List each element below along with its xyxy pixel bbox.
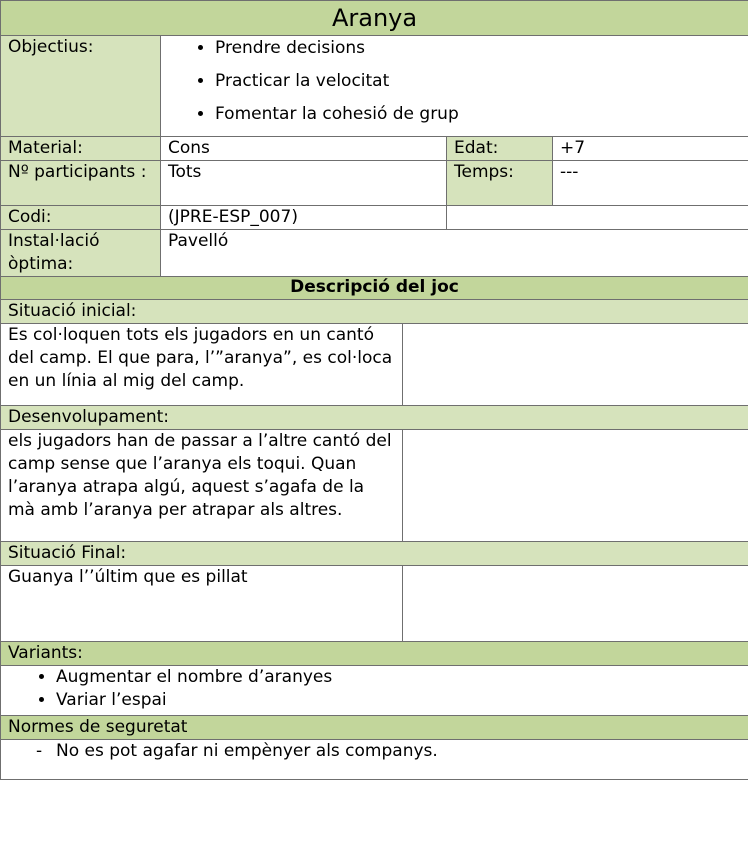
material-label: Material:	[1, 137, 161, 161]
desenvolupament-body	[1, 430, 748, 542]
section-title: Descripció del joc	[1, 277, 748, 300]
situacio-inicial-text: Es col·loquen tots els jugadors en un cantó del camp. El que para, l’”aranya”, es col·loca en un línia al mig del camp.	[1, 324, 403, 406]
temps-label: Temps:	[447, 161, 553, 206]
material-value: Cons	[161, 137, 447, 161]
normes-body	[1, 740, 748, 780]
situacio-final-body	[1, 566, 748, 642]
list-item: • Prendre decisions	[215, 37, 741, 60]
codi-value: (JPRE-ESP_007)	[161, 206, 447, 230]
variants-list	[8, 666, 741, 712]
normes-list	[8, 740, 741, 763]
title-row	[1, 1, 748, 36]
situacio-final-head	[1, 542, 748, 566]
empty-cell	[403, 566, 748, 642]
installacio-value: Pavelló	[161, 230, 748, 277]
empty-cell	[403, 324, 748, 406]
objectius-label: Objectius:	[1, 36, 161, 137]
codi-row	[1, 206, 748, 230]
objectius-list	[168, 37, 741, 126]
activity-title: Aranya	[1, 1, 748, 36]
installacio-row	[1, 230, 748, 277]
situacio-final-text: Guanya l’’últim que es pillat	[1, 566, 403, 642]
situacio-inicial-head	[1, 300, 748, 324]
desenvolupament-text: els jugadors han de passar a l’altre cantó del camp sense que l’aranya els toqui. Quan l’aranya atrapa algú, aquest s’agafa de la mà amb l’aranya per atrapar als altres.	[1, 430, 403, 542]
objectius-cell	[161, 36, 748, 137]
situacio-inicial-body	[1, 324, 748, 406]
objectius-row	[1, 36, 748, 137]
variants-cell	[1, 666, 748, 716]
situacio-final-label: Situació Final:	[1, 542, 748, 566]
normes-cell	[1, 740, 748, 780]
installacio-label: Instal·lació òptima:	[1, 230, 161, 277]
participants-value: Tots	[161, 161, 447, 206]
edat-label: Edat:	[447, 137, 553, 161]
desenvolupament-label: Desenvolupament:	[1, 406, 748, 430]
empty-cell	[403, 430, 748, 542]
list-item: • Augmentar el nombre d’aranyes	[56, 666, 741, 689]
edat-value: +7	[553, 137, 748, 161]
desenvolupament-head	[1, 406, 748, 430]
list-item: - No es pot agafar ni empènyer als companys.	[36, 740, 741, 763]
variants-body	[1, 666, 748, 716]
variants-head	[1, 642, 748, 666]
situacio-inicial-label: Situació inicial:	[1, 300, 748, 324]
list-item: • Practicar la velocitat	[215, 70, 741, 93]
participants-label: Nº participants :	[1, 161, 161, 206]
normes-head	[1, 716, 748, 740]
list-item: • Fomentar la cohesió de grup	[215, 103, 741, 126]
variants-label: Variants:	[1, 642, 748, 666]
list-item: • Variar l’espai	[56, 689, 741, 712]
codi-label: Codi:	[1, 206, 161, 230]
temps-value: ---	[553, 161, 748, 206]
participants-row	[1, 161, 748, 206]
normes-label: Normes de seguretat	[1, 716, 748, 740]
empty-cell	[447, 206, 748, 230]
material-row	[1, 137, 748, 161]
descripcio-row	[1, 277, 748, 300]
